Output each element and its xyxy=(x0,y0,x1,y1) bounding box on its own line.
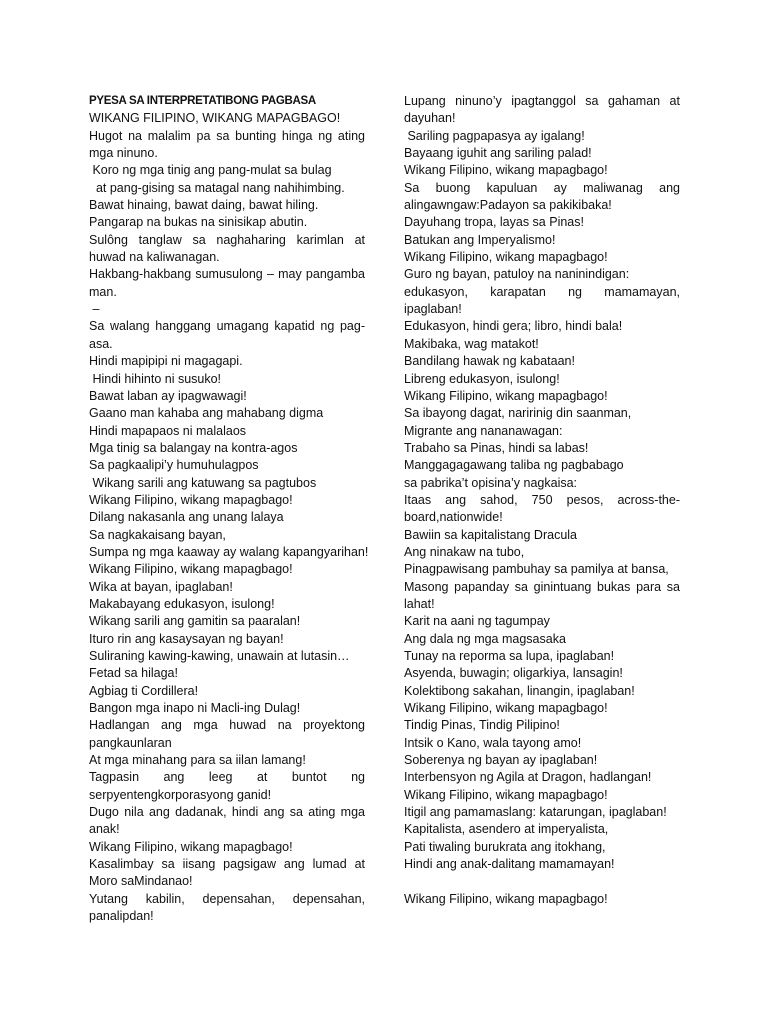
poem-line: Wikang Filipino, wikang mapagbago! xyxy=(89,492,293,507)
poem-line: Manggagagawang taliba ng pagbabago xyxy=(404,458,624,473)
poem-line: Hadlangan ang mga huwad na proyektong xyxy=(89,718,365,733)
poem-line: panalipdan! xyxy=(89,909,154,924)
poem-line: Wikang Filipino, wikang mapagbago! xyxy=(404,787,608,802)
poem-line: Itaas ang sahod, 750 pesos, across-the- xyxy=(404,492,680,507)
poem-line: Hugot na malalim pa sa bunting hinga ng ating xyxy=(89,128,365,143)
poem-line: lahat! xyxy=(404,596,435,611)
poem-line: Kasalimbay sa iisang pagsigaw ang lumad at xyxy=(89,857,365,872)
poem-line: Batukan ang Imperyalismo! xyxy=(404,232,556,247)
poem-line: Hindi mapapaos ni malalaos xyxy=(89,423,247,438)
poem-line: Wikang sarili ang katuwang sa pagtubos xyxy=(89,475,317,490)
poem-line: edukasyon, karapatan ng mamamayan, xyxy=(404,284,680,299)
poem-line: Kolektibong sakahan, linangin, ipaglaban! xyxy=(404,683,635,698)
poem-line: Makabayang edukasyon, isulong! xyxy=(89,596,275,611)
poem-line: board,nationwide! xyxy=(404,510,503,525)
poem-line: asa. xyxy=(89,336,113,351)
poem-line: Hindi hihinto ni susuko! xyxy=(89,371,222,386)
document-title-line: WIKANG FILIPINO, WIKANG MAPAGBAGO! xyxy=(89,111,341,126)
poem-line: Sa walang hanggang umagang kapatid ng pag- xyxy=(89,319,365,334)
poem-line: Tagpasin ang leeg at buntot ng xyxy=(89,770,365,785)
poem-line: Sa buong kapuluan ay maliwanag ang xyxy=(404,180,680,195)
poem-line: Wikang Filipino, wikang mapagbago! xyxy=(404,891,608,906)
poem-line: huwad na kaliwanagan. xyxy=(89,250,220,265)
poem-line: Masong papanday sa ginintuang bukas para sa xyxy=(404,579,680,594)
poem-line: Intsik o Kano, wala tayong amo! xyxy=(404,735,582,750)
poem-line: Hakbang-hakbang sumusulong – may pangamba xyxy=(89,267,365,282)
poem-line: Koro ng mga tinig ang pang-mulat sa bulag xyxy=(89,163,332,178)
poem-line: Moro saMindanao! xyxy=(89,874,193,889)
poem-line: At mga minahang para sa iilan lamang! xyxy=(89,753,306,768)
poem-line: Makibaka, wag matakot! xyxy=(404,336,539,351)
poem-line: Wikang Filipino, wikang mapagbago! xyxy=(404,250,608,265)
poem-line: Wikang Filipino, wikang mapagbago! xyxy=(404,388,608,403)
poem-line: Sumpa ng mga kaaway ay walang kapangyarihan! xyxy=(89,544,369,559)
poem-line: Tunay na reporma sa lupa, ipaglaban! xyxy=(404,649,615,663)
poem-line: pangkaunlaran xyxy=(89,735,172,750)
document-title-line: PYESA SA INTERPRETATIBONG PAGBASA xyxy=(89,95,316,107)
poem-line: Bayaang iguhit ang sariling palad! xyxy=(404,146,592,161)
poem-line: Asyenda, buwagin; oligarkiya, lansagin! xyxy=(404,666,623,681)
poem-line: Gaano man kahaba ang mahabang digma xyxy=(89,406,324,421)
poem-line: Sa pagkaalipi’y humuhulagpos xyxy=(89,458,259,473)
poem-line: alingawngaw:Padayon sa pakikibaka! xyxy=(404,198,612,213)
poem-line: Soberenya ng bayan ay ipaglaban! xyxy=(404,753,598,768)
poem-line: Sulông tanglaw sa naghaharing karimlan at xyxy=(89,232,365,247)
poem-line: Sa nagkakaisang bayan, xyxy=(89,527,226,542)
poem-line: Kapitalista, asendero at imperyalista, xyxy=(404,822,609,837)
poem-line: Dilang nakasanla ang unang lalaya xyxy=(89,510,284,525)
poem-line: Agbiag ti Cordillera! xyxy=(89,683,199,698)
poem-line: Sariling pagpapasya ay igalang! xyxy=(404,128,585,143)
poem-line: Wikang Filipino, wikang mapagbago! xyxy=(89,562,293,577)
poem-line: Fetad sa hilaga! xyxy=(89,666,178,681)
poem-line: Tindig Pinas, Tindig Pilipino! xyxy=(404,718,560,733)
poem-line: at pang-gising sa matagal nang nahihimbing. xyxy=(89,180,345,195)
poem-line: Libreng edukasyon, isulong! xyxy=(404,371,560,386)
poem-line: Bawat hinaing, bawat daing, bawat hiling. xyxy=(89,198,319,213)
poem-line: Bandilang hawak ng kabataan! xyxy=(404,354,575,369)
poem-line: – xyxy=(89,302,100,317)
poem-line: Karit na aani ng tagumpay xyxy=(404,614,550,629)
left-text-column xyxy=(89,93,369,926)
poem-line: Hindi mapipipi ni magagapi. xyxy=(89,354,243,369)
poem-line: Yutang kabilin, depensahan, depensahan, xyxy=(89,891,365,906)
poem-line: anak! xyxy=(89,822,120,837)
poem-line: Pinagpawisang pambuhay sa pamilya at bansa, xyxy=(404,562,669,577)
poem-line: Lupang ninuno’y ipagtanggol sa gahaman at xyxy=(404,94,680,108)
poem-line: Ituro rin ang kasaysayan ng bayan! xyxy=(89,631,284,646)
poem-line: Wikang sarili ang gamitin sa paaralan! xyxy=(89,614,301,629)
poem-line: Dugo nila ang dadanak, hindi ang sa ating mga xyxy=(89,805,365,820)
poem-line: Bangon mga inapo ni Macli-ing Dulag! xyxy=(89,701,301,716)
poem-line: Bawiin sa kapitalistang Dracula xyxy=(404,527,578,542)
poem-line: dayuhan! xyxy=(404,111,456,126)
poem-line: Sa ibayong dagat, naririnig din saanman, xyxy=(404,406,632,421)
poem-line: Wikang Filipino, wikang mapagbago! xyxy=(404,163,608,178)
poem-line xyxy=(404,873,680,890)
poem-line: Ang dala ng mga magsasaka xyxy=(404,631,566,646)
poem-line: Dayuhang tropa, layas sa Pinas! xyxy=(404,215,584,230)
poem-line: Pangarap na bukas na sinisikap abutin. xyxy=(89,215,308,230)
poem-line: mga ninuno. xyxy=(89,146,158,161)
poem-line: Edukasyon, hindi gera; libro, hindi bala! xyxy=(404,319,623,334)
poem-line: serpyentengkorporasyong ganid! xyxy=(89,787,272,802)
poem-line: Interbensyon ng Agila at Dragon, hadlangan! xyxy=(404,770,652,785)
poem-line: Wikang Filipino, wikang mapagbago! xyxy=(89,839,293,854)
poem-line: Itigil ang pamamaslang: katarungan, ipaglaban! xyxy=(404,805,667,820)
poem-line: ipaglaban! xyxy=(404,302,462,317)
poem-line: Wika at bayan, ipaglaban! xyxy=(89,579,233,594)
poem-line: Pati tiwaling burukrata ang itokhang, xyxy=(404,839,606,854)
poem-line: Guro ng bayan, patuloy na naninindigan: xyxy=(404,267,630,282)
poem-line: Ang ninakaw na tubo, xyxy=(404,544,525,559)
poem-line: man. xyxy=(89,284,117,299)
right-text-column xyxy=(404,93,680,908)
poem-line: Wikang Filipino, wikang mapagbago! xyxy=(404,701,608,716)
poem-line: Suliraning kawing-kawing, unawain at lutasin… xyxy=(89,649,350,663)
poem-line: Hindi ang anak-dalitang mamamayan! xyxy=(404,857,615,872)
poem-line: sa pabrika’t opisina’y nagkaisa: xyxy=(404,475,578,490)
poem-line: Trabaho sa Pinas, hindi sa labas! xyxy=(404,440,589,455)
poem-line: Mga tinig sa balangay na kontra-agos xyxy=(89,440,298,455)
poem-line: Migrante ang nananawagan: xyxy=(404,423,563,438)
poem-line: Bawat laban ay ipagwawagi! xyxy=(89,388,247,403)
